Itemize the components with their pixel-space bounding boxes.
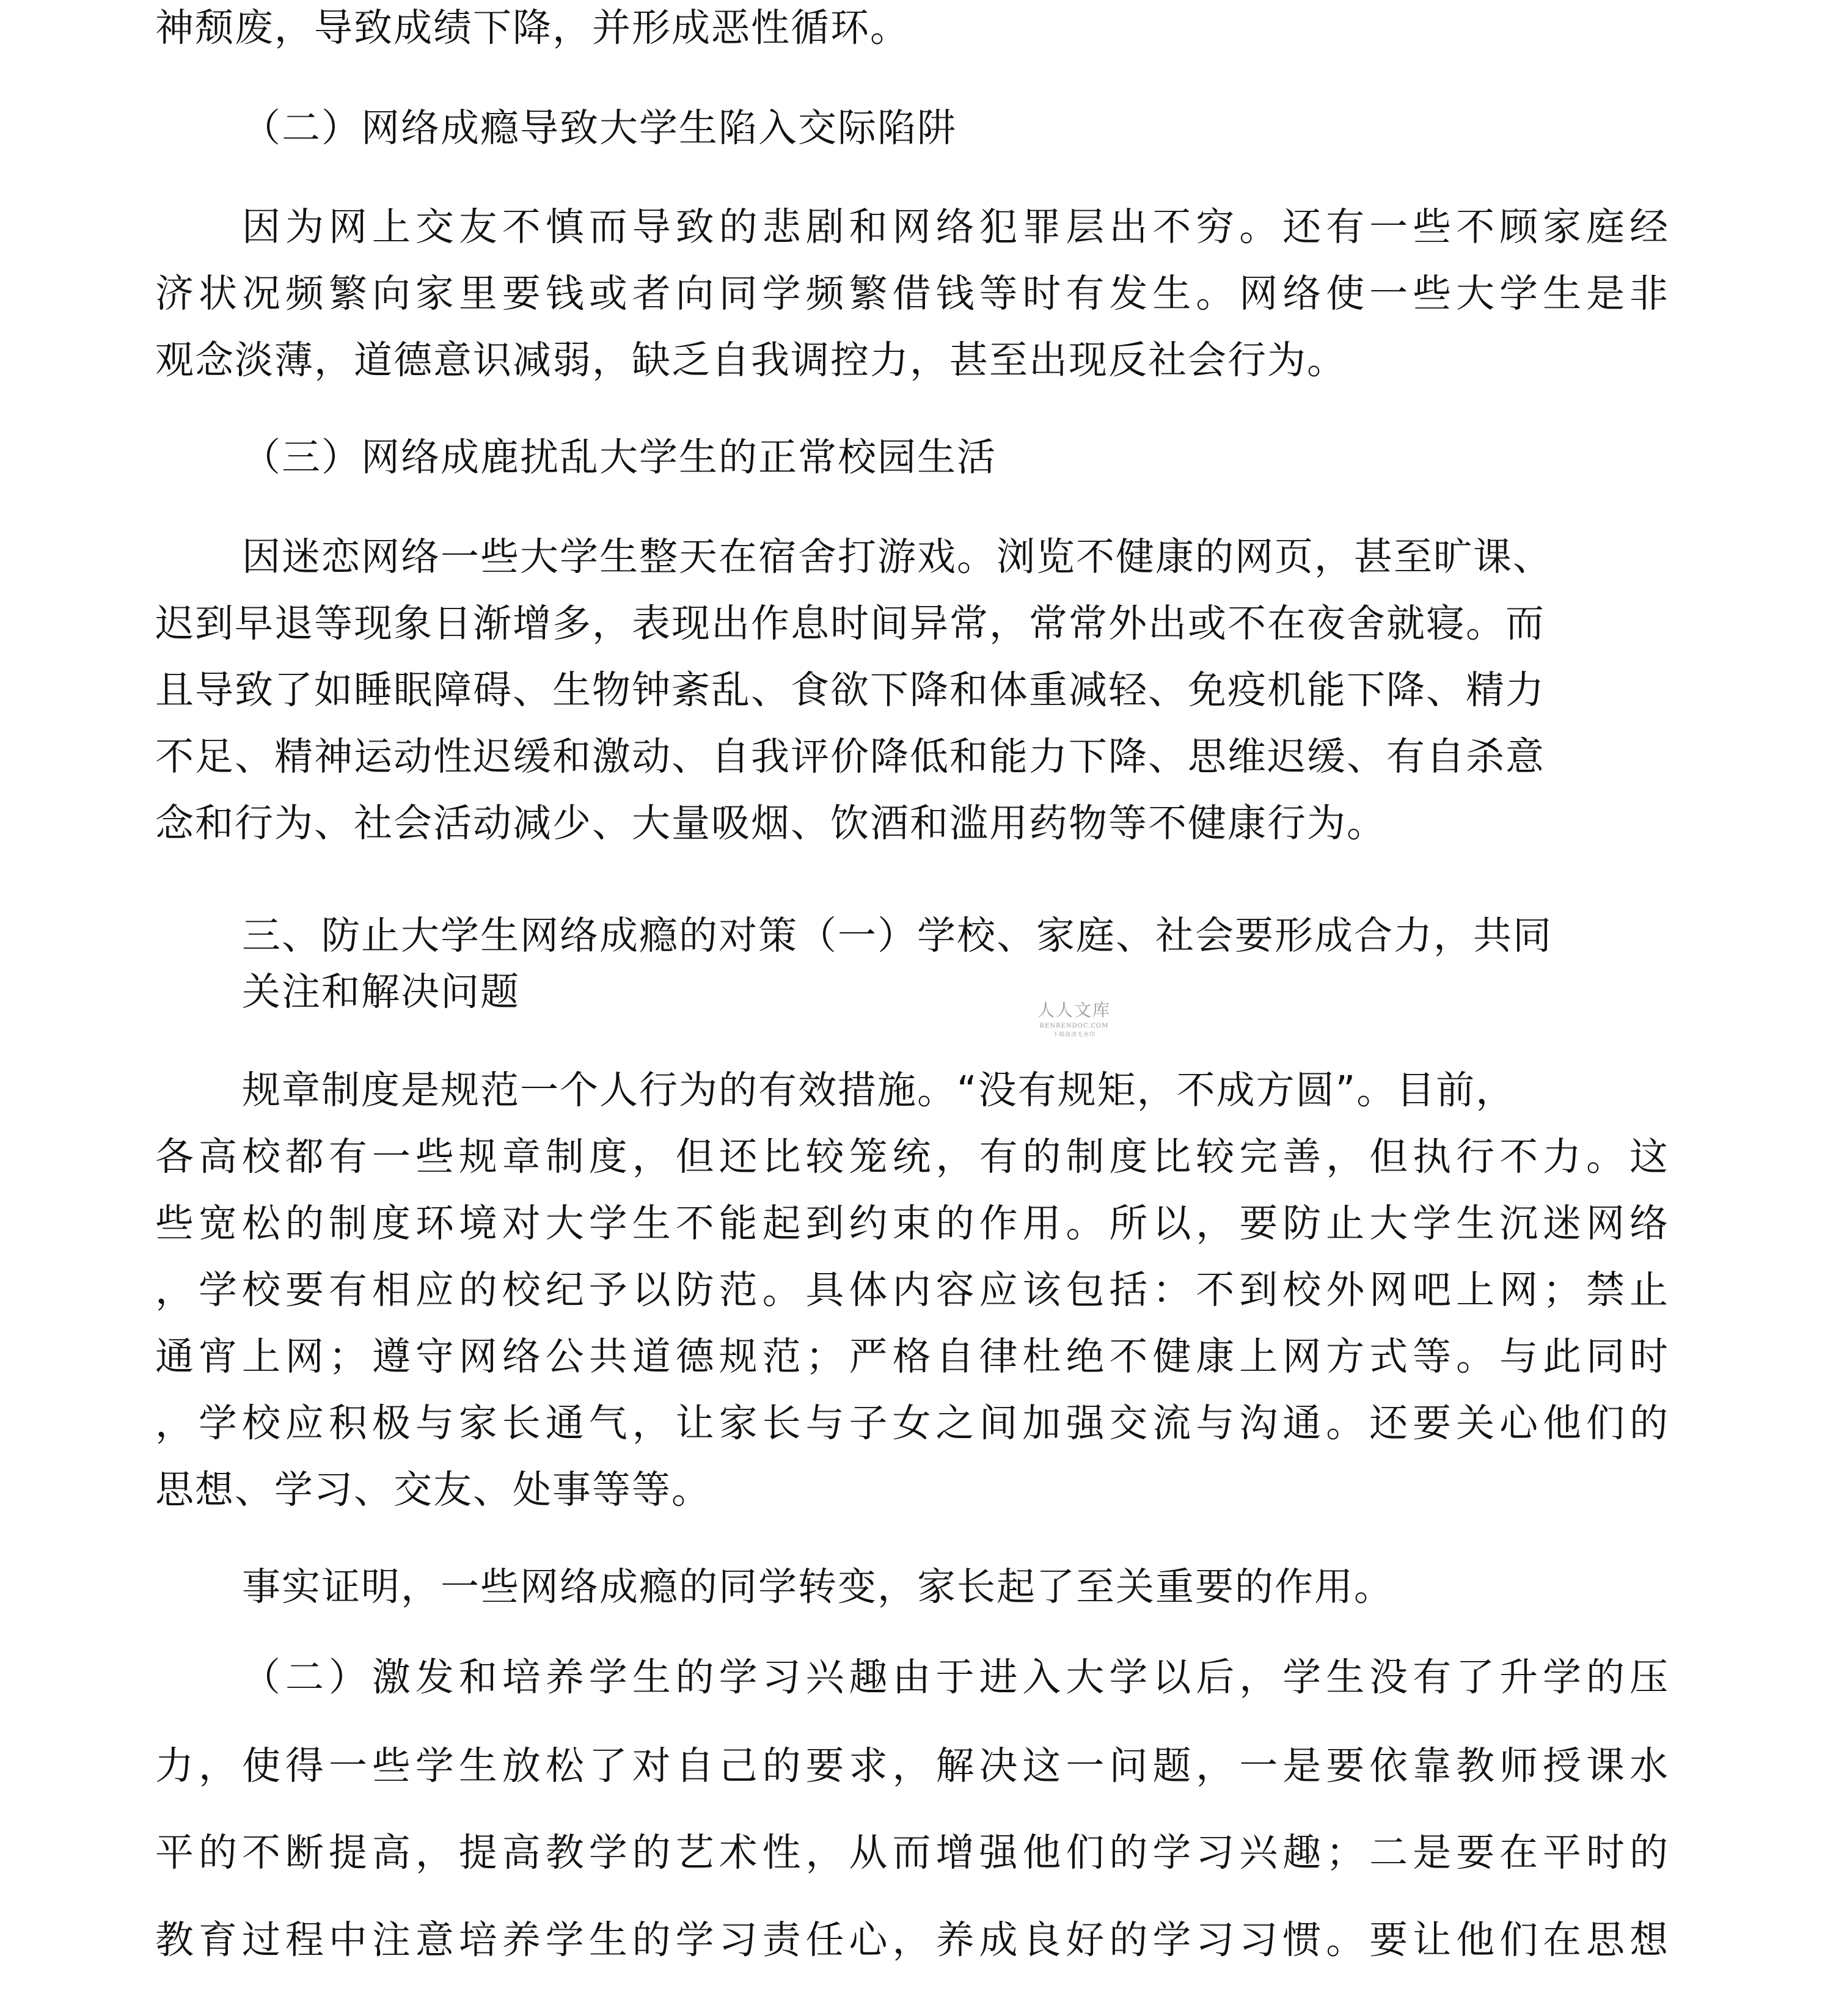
text-line: 思想、学习、交友、处事等等。: [155, 1467, 711, 1512]
text-line: 平的不断提高，提高教学的艺术性，从而增强他们的学习兴趣；二是要在平时的: [155, 1830, 1669, 1875]
text-line: ，学校应积极与家长通气，让家长与子女之间加强交流与沟通。还要关心他们的: [155, 1401, 1669, 1445]
text-line: 济状况频繁向家里要钱或者向同学频繁借钱等时有发生。网络使一些大学生是非: [155, 271, 1669, 316]
text-line: 观念淡薄，道德意识减弱，缺乏自我调控力，甚至出现反社会行为。: [155, 338, 1347, 382]
text-line: 因为网上交友不慎而导致的悲剧和网络犯罪层出不穷。还有一些不顾家庭经: [242, 205, 1669, 249]
text-line: （二）激发和培养学生的学习兴趣由于进入大学以后，学生没有了升学的压: [242, 1655, 1669, 1700]
text-line: 力，使得一些学生放松了对自己的要求，解决这一问题，一是要依靠教师授课水: [155, 1744, 1669, 1788]
watermark-domain: RENRENDOC.COM: [1039, 1023, 1109, 1029]
watermark-logo: [1031, 997, 1117, 1038]
text-line: 念和行为、社会活动减少、大量吸烟、饮酒和滥用药物等不健康行为。: [155, 801, 1386, 845]
text-line: 各高校都有一些规章制度，但还比较笼统，有的制度比较完善，但执行不力。这: [155, 1134, 1669, 1179]
text-line: 些宽松的制度环境对大学生不能起到约束的作用。所以，要防止大学生沉迷网络: [155, 1201, 1669, 1246]
heading-text: 关注和解决问题: [242, 970, 520, 1014]
text-line: 教育过程中注意培养学生的学习责任心，养成良好的学习习惯。要让他们在思想: [155, 1918, 1669, 1962]
watermark-tagline: 下载高清无水印: [1052, 1032, 1095, 1038]
text-line: 因迷恋网络一些大学生整天在宿舍打游戏。浏览不健康的网页，甚至旷课、: [242, 535, 1553, 579]
text-line: 规章制度是规范一个人行为的有效措施。“没有规矩，不成方圆”。目前，: [242, 1068, 1516, 1112]
watermark-title: 人人文库: [1037, 1000, 1111, 1020]
text-line: 不足、精神运动性迟缓和激动、自我评价降低和能力下降、思维迟缓、有自杀意: [155, 734, 1545, 779]
text-line: 通宵上网；遵守网络公共道德规范；严格自律杜绝不健康上网方式等。与此同时: [155, 1334, 1669, 1379]
text-line: 事实证明，一些网络成瘾的同学转变，家长起了至关重要的作用。: [242, 1565, 1394, 1609]
text-line: 迟到早退等现象日渐增多，表现出作息时间异常，常常外出或不在夜舍就寝。而: [155, 601, 1545, 646]
heading-text: （三）网络成鹿扰乱大学生的正常校园生活: [242, 435, 997, 480]
text-line: ，学校要有相应的校纪予以防范。具体内容应该包括：不到校外网吧上网；禁止: [155, 1268, 1669, 1312]
heading-text: 三、防止大学生网络成瘾的对策（一）学校、家庭、社会要形成合力，共同: [242, 913, 1553, 958]
text-line: 神颓废，导致成绩下降，并形成恶性循环。: [155, 5, 910, 50]
text-line: 且导致了如睡眠障碍、生物钟紊乱、食欲下降和体重减轻、免疫机能下降、精力: [155, 668, 1545, 712]
heading-text: （二）网络成瘾导致大学生陷入交际陷阱: [242, 106, 957, 150]
